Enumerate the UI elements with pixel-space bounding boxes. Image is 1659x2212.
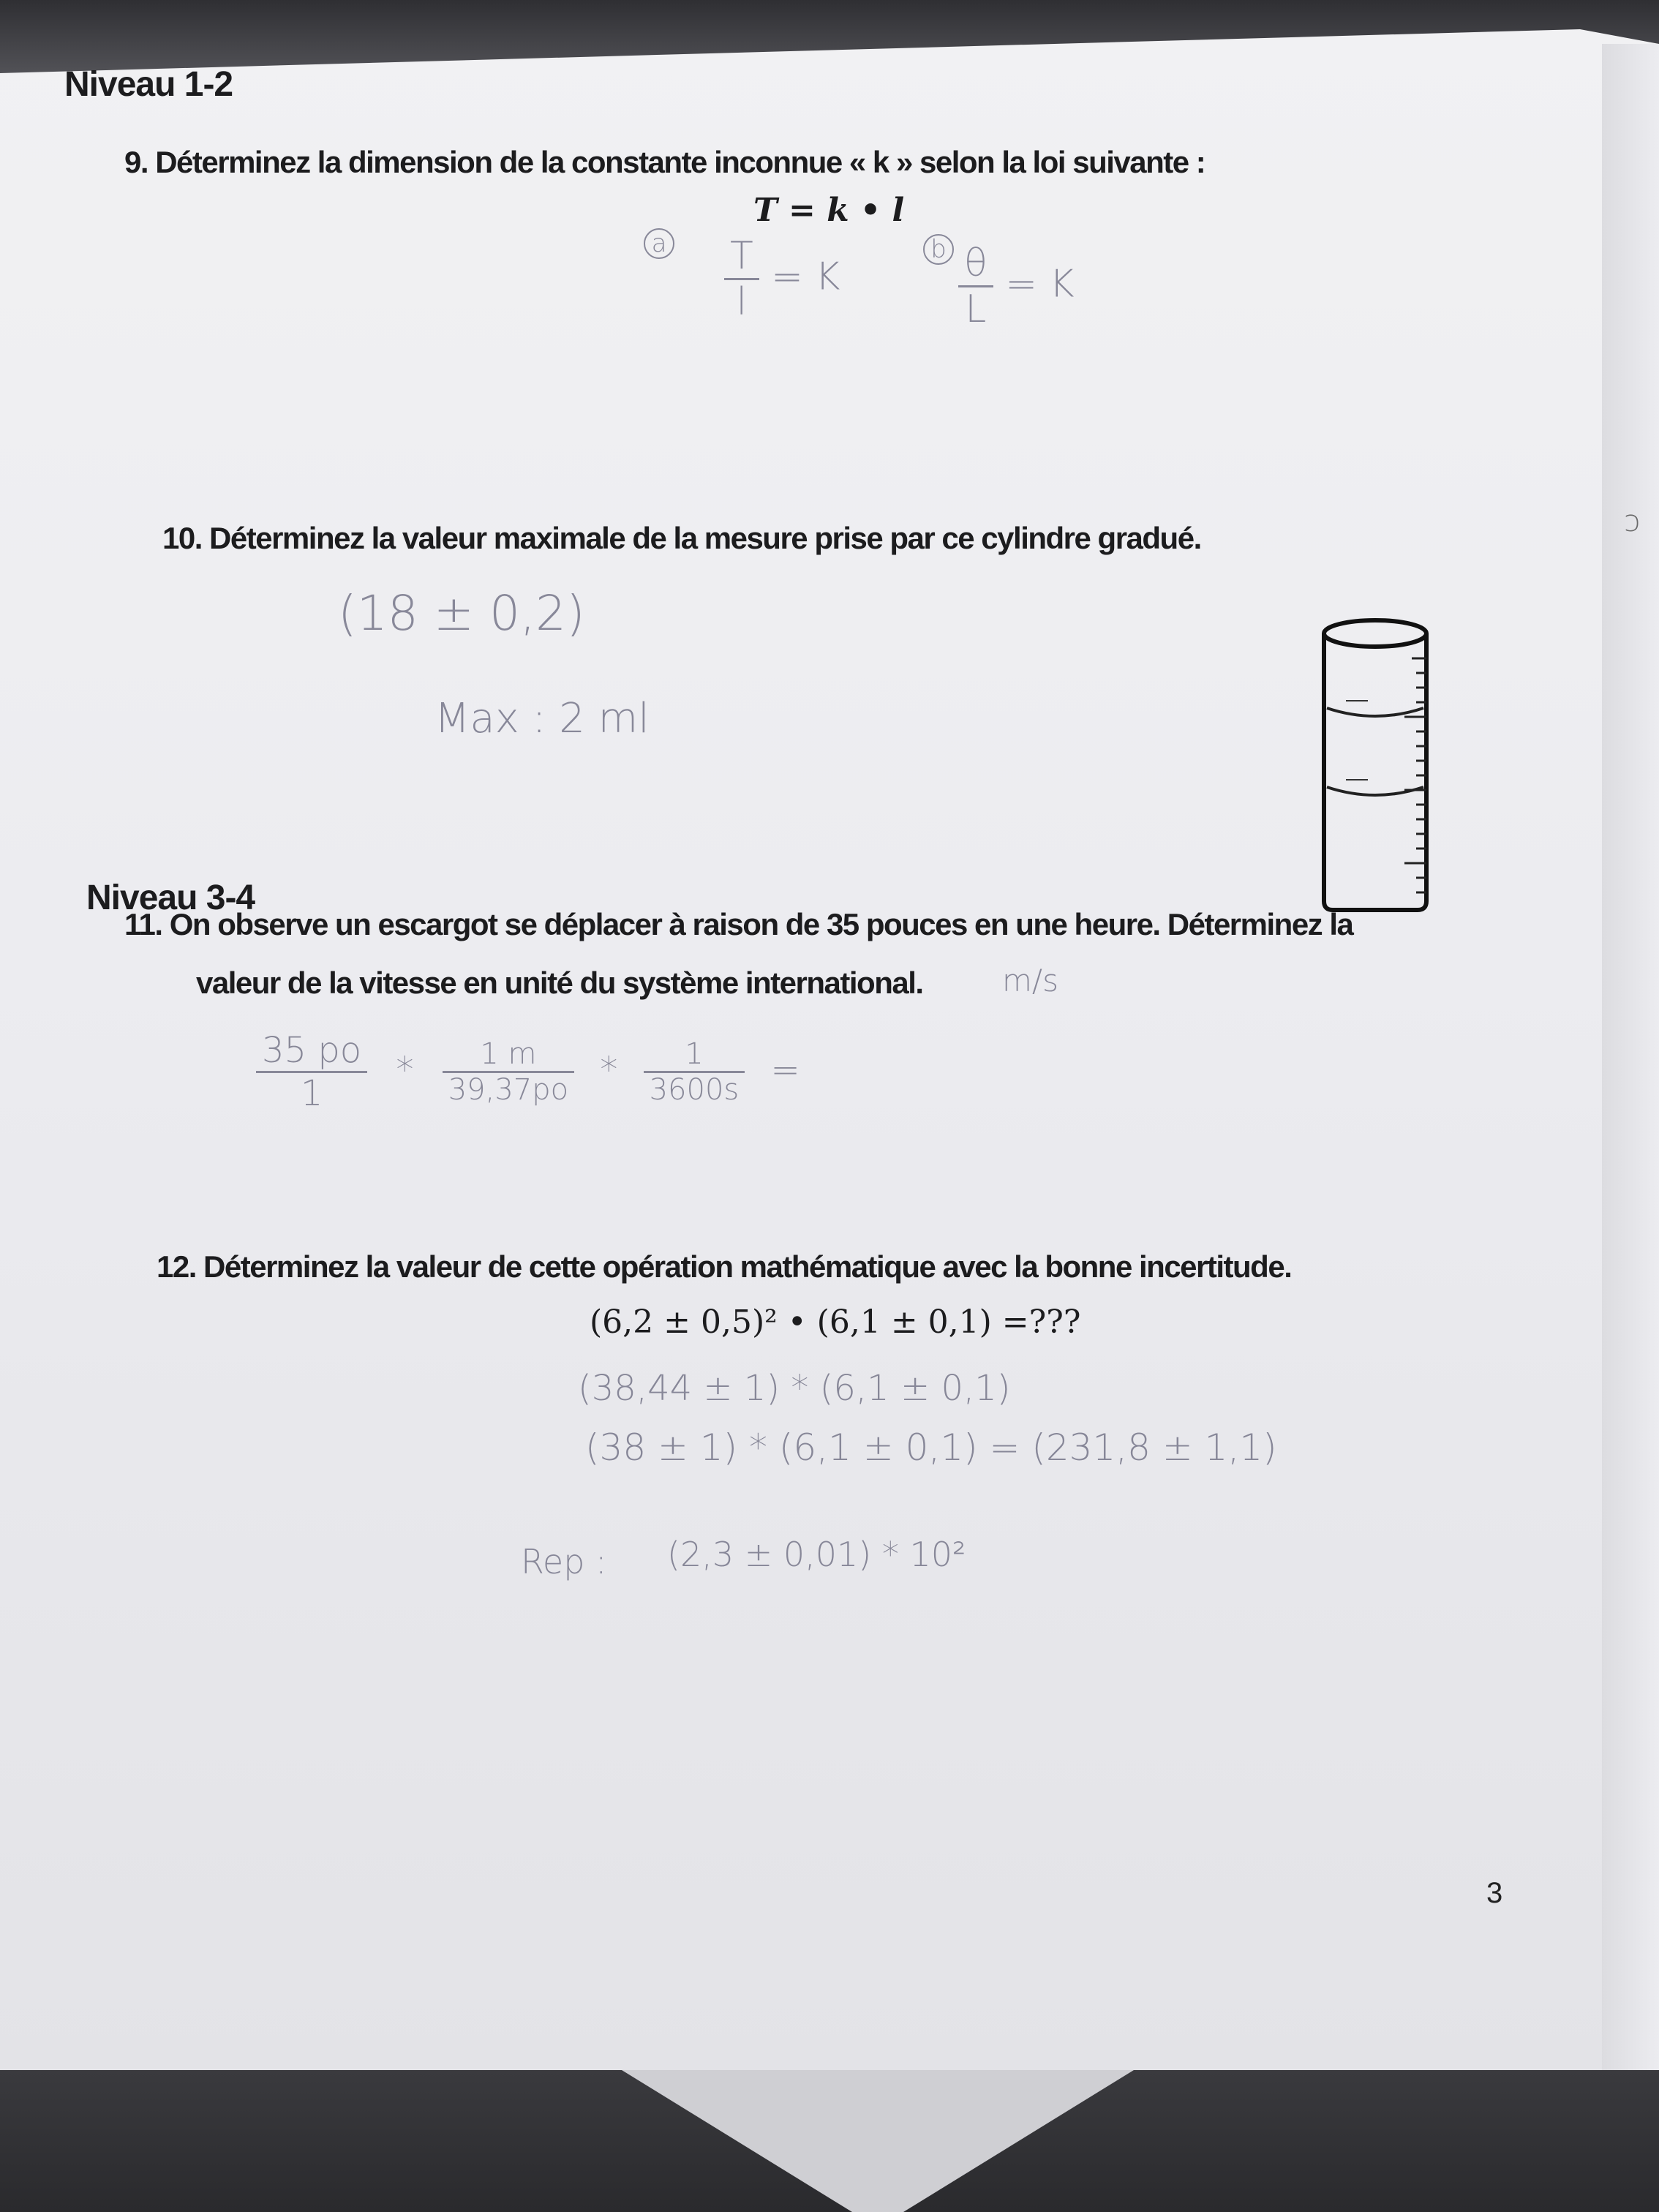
section-heading-level-3-4: Niveau 3-4 xyxy=(86,879,255,917)
q12-answer: (2,3 ± 0,01) * 10² xyxy=(667,1535,966,1574)
q12-work-line-1: (38,44 ± 1) * (6,1 ± 0,1) xyxy=(578,1368,1011,1409)
question-11-line-2: valeur de la vitesse en unité du système international. xyxy=(196,966,923,1000)
question-12-text: 12. Déterminez la valeur de cette opération mathématique avec la bonne incertitude. xyxy=(157,1249,1292,1284)
q10-reading: (18 ± 0,2) xyxy=(338,585,585,642)
page-number: 3 xyxy=(1486,1877,1503,1909)
q9-a-denominator: l xyxy=(736,280,748,324)
q9-a-equals: = K xyxy=(771,255,840,299)
q12-work-line-2: (38 ± 1) * (6,1 ± 0,1) = (231,8 ± 1,1) xyxy=(585,1426,1277,1469)
margin-mark: ɔ xyxy=(1624,505,1640,538)
q9-a-numerator: T xyxy=(724,234,759,280)
q11-times-2: * xyxy=(600,1049,618,1091)
question-9-text: 9. Déterminez la dimension de la constante inconnue « k » selon la loi suivante : xyxy=(124,145,1205,179)
q11-frac-2-numerator: 1 m xyxy=(443,1037,574,1073)
graduated-cylinder-drawing xyxy=(1317,614,1434,922)
q9-b-denominator: L xyxy=(965,287,987,331)
q11-frac-3-numerator: 1 xyxy=(644,1037,745,1073)
q11-conversion-work xyxy=(256,1030,800,1114)
q9-answer-b-mark: b xyxy=(923,234,954,265)
q11-frac-2-denominator: 39,37po xyxy=(448,1073,569,1107)
question-12-formula: (6,2 ± 0,5)² • (6,1 ± 0,1) =??? xyxy=(590,1304,1081,1341)
q11-frac-1-numerator: 35 po xyxy=(256,1030,367,1073)
q9-b-equals: = K xyxy=(1005,262,1075,306)
page-edge xyxy=(1602,44,1659,2070)
q9-answer-a-mark: a xyxy=(644,228,674,259)
worksheet-page xyxy=(0,29,1659,2070)
q9-b-numerator: θ xyxy=(958,241,993,287)
q11-frac-1-denominator: 1 xyxy=(300,1073,323,1114)
question-10-text: 10. Déterminez la valeur maximale de la mesure prise par ce cylindre gradué. xyxy=(162,521,1201,555)
question-11-line-1: 11. On observe un escargot se déplacer à raison de 35 pouces en une heure. Déterminez la xyxy=(124,907,1353,941)
q12-answer-label: Rep : xyxy=(521,1542,607,1581)
q9-answer-a xyxy=(724,234,840,324)
q11-times-1: * xyxy=(396,1049,414,1091)
q9-answer-b xyxy=(958,241,1075,331)
q11-frac-3-denominator: 3600s xyxy=(649,1073,740,1107)
q11-equals: = xyxy=(770,1049,800,1091)
question-9-formula: T = k • l xyxy=(753,192,905,229)
q11-unit-note: m/s xyxy=(1002,963,1058,998)
section-heading-level-1-2: Niveau 1-2 xyxy=(64,65,233,104)
q10-max-value: Max : 2 ml xyxy=(434,695,650,742)
